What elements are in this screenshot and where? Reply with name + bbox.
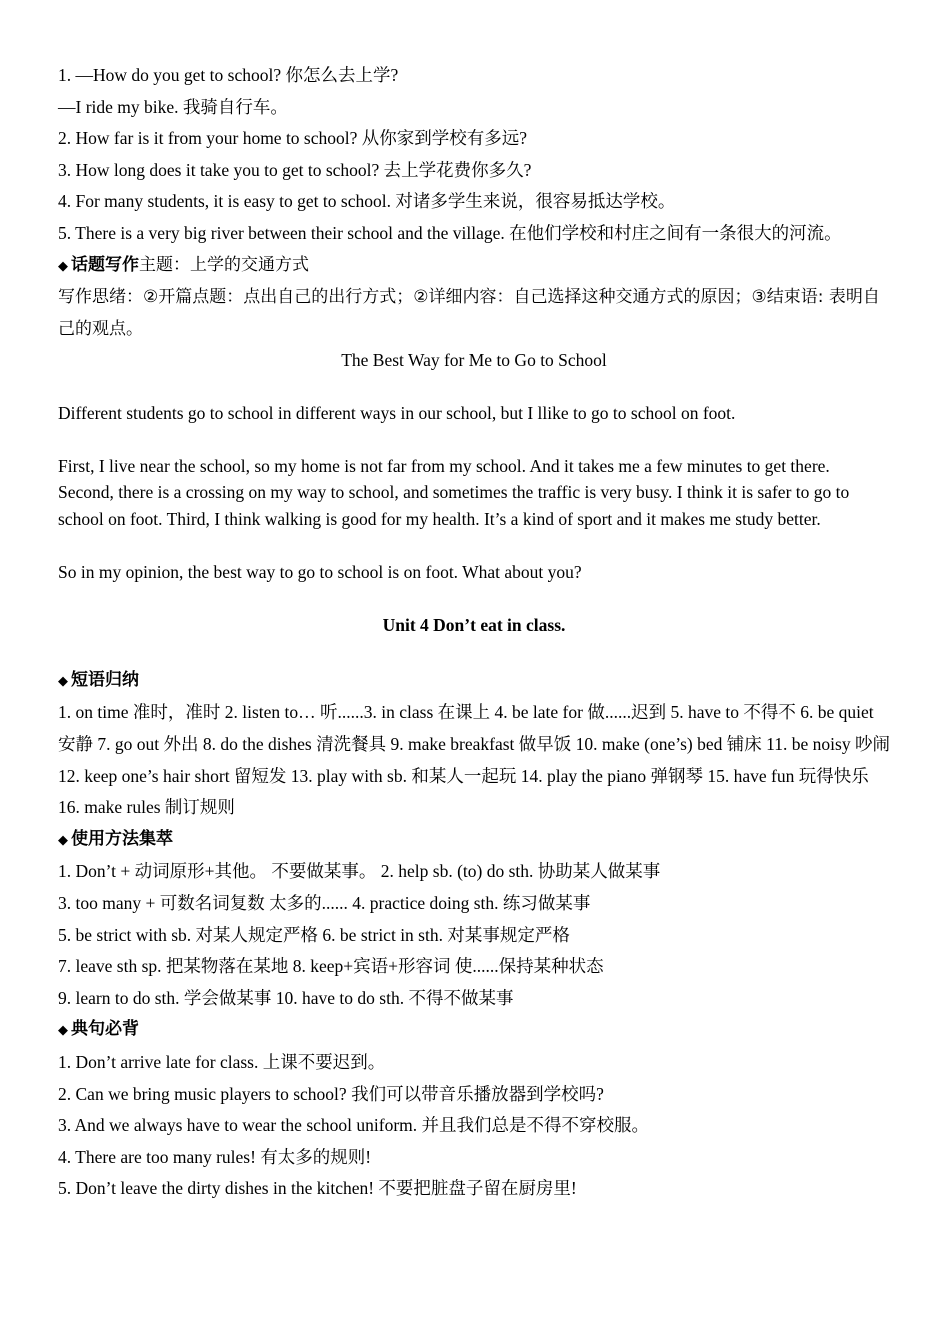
diamond-bullet-icon: ◆ bbox=[58, 1023, 68, 1039]
document-page bbox=[58, 60, 890, 1205]
sentence-1: 1. —How do you get to school? 你怎么去上学? bbox=[58, 65, 399, 85]
sentence-1-reply: —I ride my bike. 我骑自行车。 bbox=[58, 96, 288, 117]
diamond-bullet-icon: ◆ bbox=[58, 832, 68, 848]
key-sentence-2: 2. Can we bring music players to school? 我们可以带音乐播放器到学校吗? bbox=[58, 1083, 604, 1104]
key-sentence-4: 4. There are too many rules! 有太多的规则! bbox=[58, 1146, 372, 1167]
unit-4-title: Unit 4 Don’t eat in class. bbox=[382, 614, 566, 635]
essay-title: The Best Way for Me to Go to School bbox=[341, 350, 607, 371]
sentence-5: 5. There is a very big river between their school and the village. 在他们学校和村庄之间有一条很大的河流。 bbox=[58, 222, 842, 243]
usage-heading bbox=[58, 824, 890, 857]
sentence-2: 2. How far is it from your home to school? 从你家到学校有多远? bbox=[58, 128, 528, 149]
usage-line-5: 9. learn to do sth. 学会做某事 10. have to do sth. 不得不做某事 bbox=[58, 987, 514, 1008]
usage-line-4: 7. leave sth sp. 把某物落在某地 8. keep+宾语+形容词 使......保持某种状态 bbox=[58, 956, 604, 977]
writing-topic-heading bbox=[58, 250, 890, 283]
usage-line-3: 5. be strict with sb. 对某人规定严格 6. be strict in sth. 对某事规定严格 bbox=[58, 924, 570, 945]
spacer bbox=[58, 426, 890, 453]
sentence-3: 3. How long does it take you to get to school? 去上学花费你多久? bbox=[58, 159, 532, 180]
phrases-list: 1. on time 准时，准时 2. listen to… 听......3. in class 在课上 4. be late for 做......迟到 5. have to 不得不 6. be quiet 安静 7. go out 外出 8. do the dishes 清洗餐具 9. make breakfast 做早饭 10. make (one’s) bed 铺床 11. be noisy 吵闹 12. keep one’s hair short 留短发 13. play with sb. 和某人一起玩 14. play the piano 弹钢琴 15. have fun 玩得快乐 16. make rules 制订规则 bbox=[58, 702, 890, 818]
key-sentence-5: 5. Don’t leave the dirty dishes in the kitchen! 不要把脏盘子留在厨房里! bbox=[58, 1178, 577, 1199]
spacer bbox=[58, 638, 890, 665]
usage-line-1: 1. Don’t + 动词原形+其他。 不要做某事。 2. help sb. (to) do sth. 协助某人做某事 bbox=[58, 861, 661, 882]
key-sentence-3: 3. And we always have to wear the school uniform. 并且我们总是不得不穿校服。 bbox=[58, 1115, 650, 1136]
essay-paragraph-1: Different students go to school in different ways in our school, but I llike to go to school on foot. bbox=[58, 402, 736, 423]
writing-topic-label: 话题写作 bbox=[71, 254, 139, 275]
key-sentences-heading-label: 典句必背 bbox=[71, 1019, 139, 1040]
essay-paragraph-3: So in my opinion, the best way to go to school is on foot. What about you? bbox=[58, 561, 582, 582]
spacer bbox=[58, 585, 890, 612]
writing-thoughts: 写作思绪：②开篇点题：点出自己的出行方式；②详细内容：自己选择这种交通方式的原因；③结束语: 表明自己的观点。 bbox=[58, 287, 880, 339]
usage-heading-label: 使用方法集萃 bbox=[71, 828, 173, 849]
diamond-bullet-icon: ◆ bbox=[58, 258, 68, 274]
phrases-heading bbox=[58, 665, 890, 698]
usage-line-2: 3. too many + 可数名词复数 太多的...... 4. practice doing sth. 练习做某事 bbox=[58, 893, 591, 913]
sentence-4: 4. For many students, it is easy to get to school. 对诸多学生来说，很容易抵达学校。 bbox=[58, 191, 676, 212]
spacer bbox=[58, 373, 890, 400]
writing-topic-subject: 主题：上学的交通方式 bbox=[139, 254, 309, 275]
spacer bbox=[58, 532, 890, 559]
essay-paragraph-2: First, I live near the school, so my home is not far from my school. And it takes me a few minutes to get there. Second, there is a crossing on my way to school, and sometimes the traffic is very busy. I think it is safer to go to school on foot. Third, I think walking is good for my health. It’s a kind of sport and it makes me study better. bbox=[58, 455, 850, 529]
diamond-bullet-icon: ◆ bbox=[58, 673, 68, 689]
key-sentences-heading bbox=[58, 1014, 890, 1047]
phrases-heading-label: 短语归纳 bbox=[71, 669, 139, 690]
key-sentence-1: 1. Don’t arrive late for class. 上课不要迟到。 bbox=[58, 1051, 386, 1072]
